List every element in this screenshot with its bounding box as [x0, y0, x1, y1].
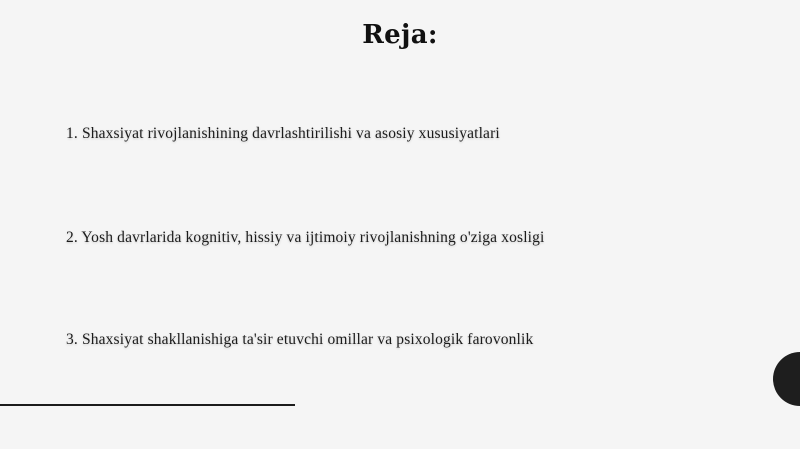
- decorative-line: [0, 404, 295, 406]
- plan-item-3: 3. Shaxsiyat shakllanishiga ta'sir etuvchi omillar va psixologik farovonlik: [66, 331, 534, 348]
- slide-title: Reja:: [362, 20, 438, 50]
- decorative-circle: [773, 352, 800, 406]
- plan-item-2: 2. Yosh davrlarida kognitiv, hissiy va ijtimoiy rivojlanishning o'ziga xosligi: [66, 229, 545, 246]
- plan-item-1: 1. Shaxsiyat rivojlanishining davrlashtirilishi va asosiy xususiyatlari: [66, 125, 500, 142]
